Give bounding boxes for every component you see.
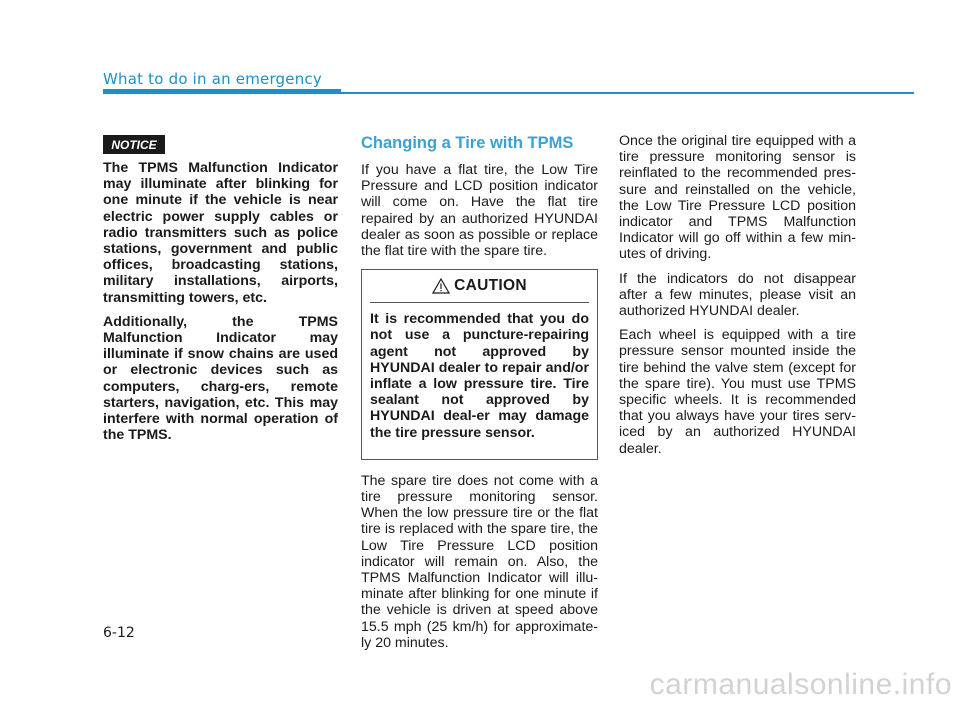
- body-paragraph: Once the original tire equipped with a tire pressure monitoring sensor is reinflated to the recommended pres-sure and reinstalled on the vehicle, the Low Tire Pressure LCD position indicator and TPMS Malfunction Indicator will go off within a few min-utes of driving.: [619, 133, 856, 263]
- caution-text: It is recommended that you do not use a puncture-repairing agent not approved by HYUNDAI dealer to repair and/or inflate a low pressure tire. Tire sealant not approved by HYUNDAI deal-er may damage the tire pressure sensor.: [370, 311, 589, 441]
- caution-label: CAUTION: [454, 277, 527, 295]
- right-column: [619, 133, 856, 465]
- intro-paragraph: If you have a flat tire, the Low Tire Pressure and LCD position indicator will come on. Have the flat tire repaired by an authorized HYUNDAI dealer as soon as possible or replace the flat tire with the spare tire.: [361, 162, 598, 260]
- site-watermark[interactable]: carmanualsonline.info: [649, 668, 952, 701]
- section-heading: Changing a Tire with TPMS: [361, 134, 574, 152]
- body-paragraph: If the indicators do not disappear after a few minutes, please visit an authorized HYUNDAI dealer.: [619, 270, 856, 320]
- warning-triangle-icon: [432, 278, 450, 294]
- page-number: 6-12: [103, 625, 135, 641]
- middle-column: [361, 133, 598, 659]
- notice-column: [103, 160, 338, 451]
- notice-paragraph: Additionally, the TPMS Malfunction Indicator may illuminate if snow chains are used or electronic devices such as computers, charg-ers, remote starters, navigation, etc. This may interfere with normal operation of the TPMS.: [103, 313, 338, 444]
- body-paragraph: Each wheel is equipped with a tire pressure sensor mounted inside the tire behind the valve stem (except for the spare tire). You must use TPMS specific wheels. It is recommended that you always have your tires serv-iced by an authorized HYUNDAI dealer.: [619, 327, 856, 457]
- notice-paragraph: The TPMS Malfunction Indicator may illuminate after blinking for one minute if the vehicle is near electric power supply cables or radio transmitters such as police stations, government and public offices, broadcasting stations, military installations, airports, transmitting towers, etc.: [103, 160, 338, 306]
- header-divider-line: [341, 92, 914, 94]
- caution-box: [361, 269, 598, 460]
- caution-header: [370, 270, 589, 303]
- section-header-title: What to do in an emergency: [103, 70, 322, 88]
- notice-badge: NOTICE: [103, 135, 165, 154]
- header-accent-bar: [103, 89, 341, 94]
- spare-tire-paragraph: The spare tire does not come with a tire pressure monitoring sensor. When the low pressure tire or the flat tire is replaced with the spare tire, the Low Tire Pressure LCD position indicator will remain on. Also, the TPMS Malfunction Indicator will illu-minate after blinking for one minute if the vehicle is driven at speed above 15.5 mph (25 km/h) for approximate-ly 20 minutes.: [361, 472, 598, 651]
